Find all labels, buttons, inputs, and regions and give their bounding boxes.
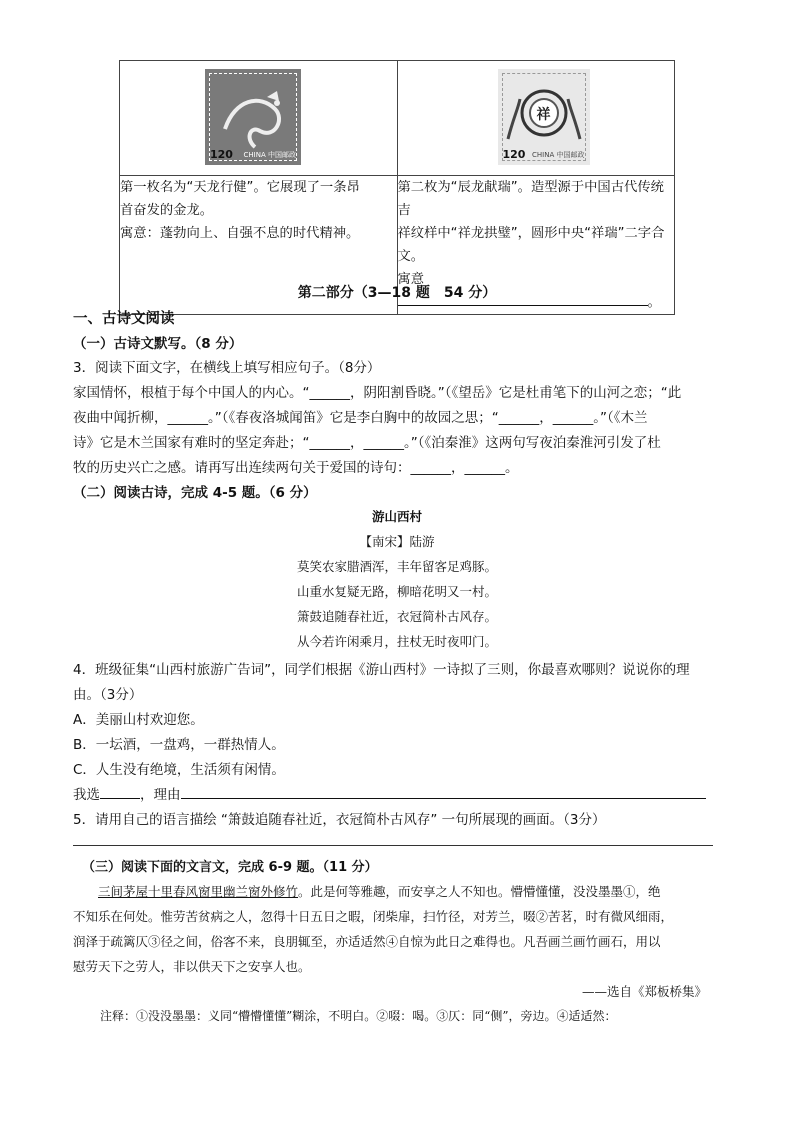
stamp1-desc-line1: 第一枚名为“天龙行健”。它展现了一条昂 bbox=[120, 180, 360, 195]
q3-line4: 诗》它是木兰国家有难时的坚定奔赴；“______，______。”（《泊秦淮》这两句写夜泊秦淮河引发了杜 bbox=[73, 435, 661, 451]
q3-line5: 牧的历史兴亡之感。请再写出连续两句关于爱国的诗句：______，______。 bbox=[73, 460, 519, 476]
stamp1-cell bbox=[120, 61, 398, 176]
q4-option-c: C．人生没有绝境，生活须有闲情。 bbox=[73, 762, 285, 778]
q4-line2: 由。（3分） bbox=[73, 687, 143, 703]
poem-line-3: 箫鼓追随春社近，衣冠简朴古风存。 bbox=[296, 609, 497, 624]
stamp2-center-glyph: 祥 bbox=[536, 107, 551, 123]
sub2-heading: （二）阅读古诗，完成 4-5 题。（6 分） bbox=[73, 485, 317, 501]
stamp2-meaning-label: 寓意 bbox=[397, 272, 425, 287]
stamp1-brand: CHINA 中国邮政 bbox=[243, 151, 296, 159]
stamp2-cell bbox=[397, 61, 675, 176]
classical-line4: 慰劳天下之劳人，非以供天下之安享人也。 bbox=[73, 959, 311, 974]
stamp2-desc-line3: 文。 bbox=[397, 249, 425, 264]
sub3-heading: （三）阅读下面的文言文，完成 6-9 题。（11 分） bbox=[82, 860, 378, 875]
stamp1-price: 120 bbox=[210, 148, 233, 161]
stamp1-desc-line3: 寓意：蓬勃向上、自强不息的时代精神。 bbox=[120, 226, 360, 241]
classical-line2: 不知乐在何处。惟劳苦贫病之人，忽得十日五日之暇，闭柴扉，扫竹径，对芳兰，啜②苦茗，时有微风细雨， bbox=[73, 909, 674, 924]
dragon-stamp-image-1 bbox=[205, 69, 301, 165]
stamp2-price: 120 bbox=[502, 148, 526, 161]
q4-line1: 4．班级征集“山西村旅游广告词”，同学们根据《游山西村》一诗拟了三则，你最喜欢哪则？说说你的理 bbox=[73, 662, 690, 678]
stamp2-desc-line1: 第二枚为“辰龙献瑞”。造型源于中国古代传统吉 bbox=[397, 180, 664, 218]
stamp-table bbox=[119, 60, 675, 315]
q3-line2: 家国情怀，根植于每个中国人的内心。“______，阴阳割昏晓。”（《望岳》它是杜甫笔下的山河之恋；“此 bbox=[73, 385, 682, 401]
part2-title: 第二部分（3—18 题 54 分） bbox=[297, 285, 497, 301]
classical-line1-rest: 。此是何等雅趣，而安享之人不知也。懵懵懂懂，没没墨墨①，绝 bbox=[298, 884, 661, 899]
q4-choose-label: 我选 bbox=[73, 787, 100, 803]
q4-answer-line bbox=[73, 783, 706, 803]
dragon-stamp-image-2 bbox=[498, 69, 590, 165]
q4-choice-blank[interactable] bbox=[100, 784, 140, 799]
q3-line1: 3．阅读下面文字，在横线上填写相应句子。（8分） bbox=[73, 360, 381, 376]
poem-line-2: 山重水复疑无路，柳暗花明又一村。 bbox=[296, 584, 497, 599]
poem-author: 【南宋】陆游 bbox=[359, 534, 435, 549]
q3-line3: 夜曲中闻折柳，______。”（《春夜洛城闻笛》它是李白胸中的故园之思；“______，______。”（《木兰 bbox=[73, 410, 648, 426]
q5-text: 5．请用自己的语言描绘 “箫鼓追随春社近，衣冠简朴古风存” 一句所展现的画面。（3分） bbox=[73, 812, 606, 828]
classical-line1 bbox=[98, 882, 661, 900]
poem-title: 游山西村 bbox=[371, 509, 422, 524]
stamp2-desc-line2: 祥纹样中“祥龙拱璧”，圆形中央“祥瑞”二字合 bbox=[397, 226, 665, 241]
stamp2-brand: CHINA 中国邮政 bbox=[532, 151, 585, 159]
stamp2-meaning-end: 。 bbox=[647, 295, 661, 310]
sub1-heading: （一）古诗文默写。（8 分） bbox=[73, 336, 243, 352]
q4-option-b: B．一坛酒，一盘鸡，一群热情人。 bbox=[73, 737, 285, 753]
q4-reason-label: ，理由 bbox=[140, 787, 181, 803]
classical-notes: 注释：①没没墨墨：义同“懵懵懂懂”糊涂，不明白。②啜：喝。③仄：同“侧”，旁边。④适适然： bbox=[100, 1009, 617, 1023]
classical-source: ——选自《郑板桥集》 bbox=[582, 984, 708, 999]
classical-line3: 润泽于疏篱仄③径之间，俗客不来，良朋辄至，亦适适然④自惊为此日之难得也。凡吾画兰画竹画石，用以 bbox=[73, 934, 661, 949]
poem-line-1: 莫笑农家腊酒浑，丰年留客足鸡豚。 bbox=[296, 559, 497, 574]
q4-option-a: A．美丽山村欢迎您。 bbox=[73, 712, 204, 728]
q4-reason-blank[interactable] bbox=[181, 784, 706, 799]
poem-line-4: 从今若许闲乘月，拄杖无时夜叩门。 bbox=[296, 634, 497, 649]
section1-heading: 一、古诗文阅读 bbox=[73, 311, 175, 327]
q5-answer-line[interactable] bbox=[73, 845, 713, 846]
classical-underlined-sentence: 三间茅屋十里春风窗里幽兰窗外修竹 bbox=[98, 884, 299, 899]
stamp1-desc-line2: 首奋发的金龙。 bbox=[120, 203, 214, 218]
